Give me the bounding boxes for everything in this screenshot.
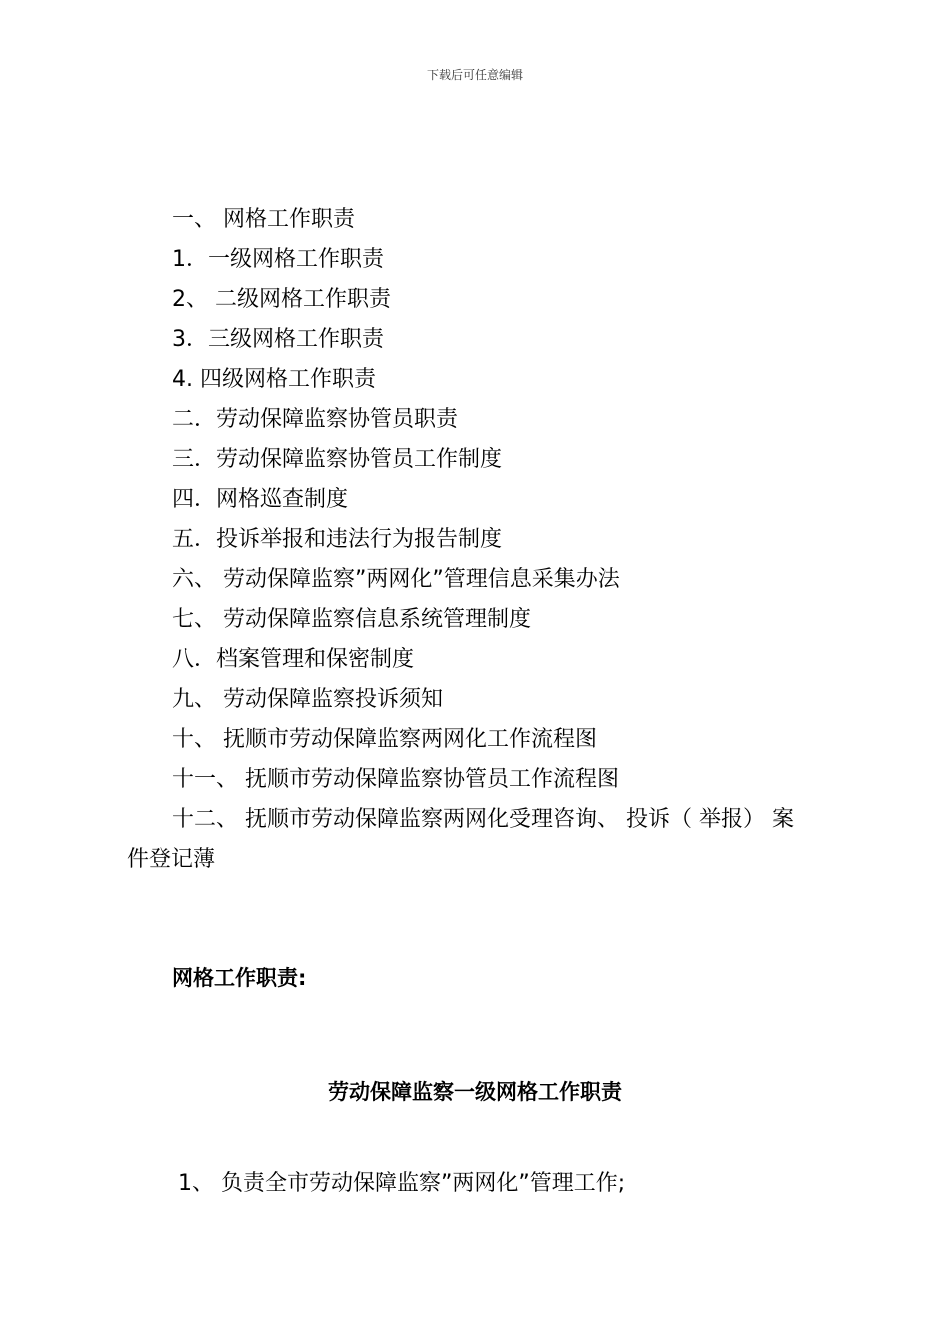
toc-item: 二．劳动保障监察协管员职责 (172, 407, 459, 432)
sub-title: 劳动保障监察一级网格工作职责 (328, 1080, 622, 1104)
toc-item: 四．网格巡查制度 (172, 487, 349, 512)
toc-item: 七、 劳动保障监察信息系统管理制度 (172, 607, 531, 632)
toc-item: 十一、 抚顺市劳动保障监察协管员工作流程图 (172, 767, 619, 792)
toc-item: 八．档案管理和保密制度 (172, 647, 415, 672)
toc-item: 3．三级网格工作职责 (172, 327, 384, 352)
toc-item: 1．一级网格工作职责 (172, 247, 384, 272)
toc-item: 五．投诉举报和违法行为报告制度 (172, 527, 503, 552)
toc-item: 十二、 抚顺市劳动保障监察两网化受理咨询、 投诉（ 举报） 案 (172, 807, 794, 832)
page-header: 下载后可任意编辑 (426, 68, 523, 82)
toc-item: 十、 抚顺市劳动保障监察两网化工作流程图 (172, 727, 597, 752)
toc-item: 六、 劳动保障监察”两网化”管理信息采集办法 (172, 567, 620, 592)
toc-item-continuation: 件登记薄 (127, 847, 216, 872)
toc-item: 一、 网格工作职责 (172, 207, 355, 232)
section-heading: 网格工作职责: (172, 966, 307, 990)
toc-item: 三．劳动保障监察协管员工作制度 (172, 447, 503, 472)
duty-item: 1、 负责全市劳动保障监察”两网化”管理工作; (178, 1171, 626, 1196)
toc-item: 九、 劳动保障监察投诉须知 (172, 687, 443, 712)
toc-item: 2、 二级网格工作职责 (172, 287, 391, 312)
toc-item: 4. 四级网格工作职责 (172, 367, 376, 392)
